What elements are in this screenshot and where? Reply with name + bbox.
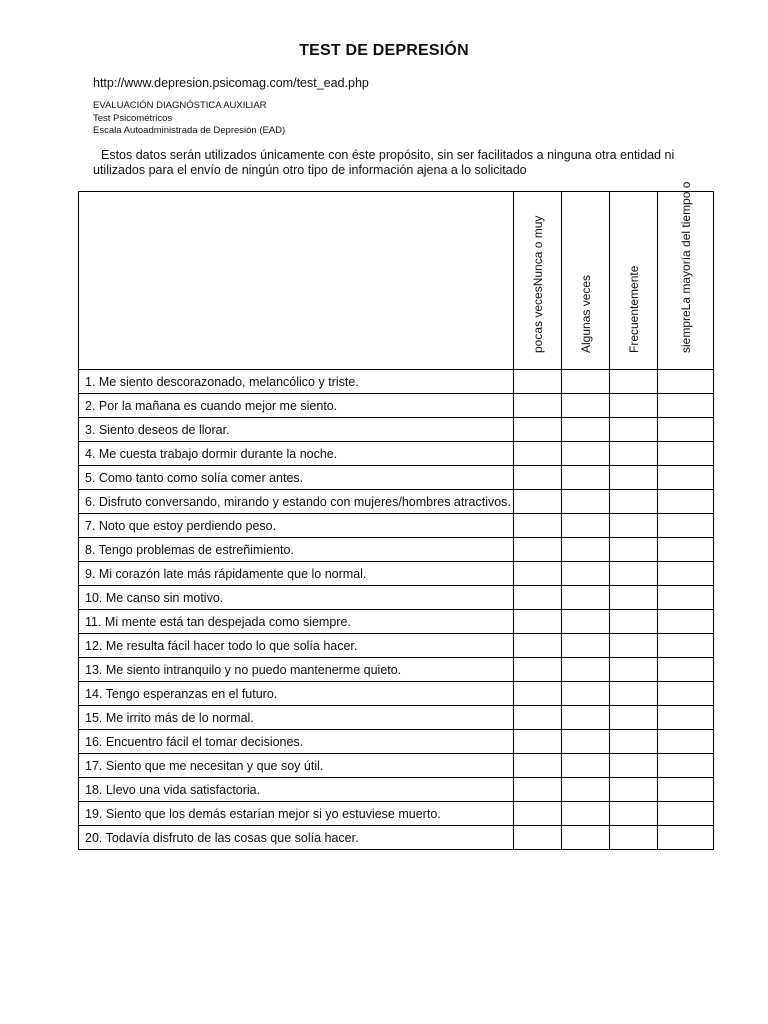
answer-cell[interactable]	[610, 682, 658, 706]
answer-cell[interactable]	[514, 394, 562, 418]
intro-text: Estos datos serán utilizados únicamente con éste propósito, sin ser facilitados a ninguna otra entidad ni utilizados para el envío de ningún otro tipo de información ajena a lo solicitado	[93, 148, 675, 177]
answer-cell[interactable]	[514, 778, 562, 802]
answer-cell[interactable]	[610, 370, 658, 394]
answer-cell[interactable]	[610, 490, 658, 514]
table-row	[79, 802, 714, 826]
answer-cell[interactable]	[658, 802, 714, 826]
question-text: 2. Por la mañana es cuando mejor me siento.	[79, 394, 514, 418]
answer-cell[interactable]	[562, 706, 610, 730]
answer-cell[interactable]	[514, 514, 562, 538]
answer-cell[interactable]	[562, 610, 610, 634]
question-text: 8. Tengo problemas de estreñimiento.	[79, 538, 514, 562]
answer-cell[interactable]	[514, 562, 562, 586]
table-row	[79, 370, 714, 394]
answer-cell[interactable]	[562, 826, 610, 850]
answer-cell[interactable]	[658, 706, 714, 730]
answer-cell[interactable]	[514, 466, 562, 490]
answer-cell[interactable]	[514, 586, 562, 610]
question-text: 9. Mi corazón late más rápidamente que lo normal.	[79, 562, 514, 586]
table-row	[79, 586, 714, 610]
question-text: 11. Mi mente está tan despejada como siempre.	[79, 610, 514, 634]
table-row	[79, 466, 714, 490]
answer-cell[interactable]	[610, 562, 658, 586]
answer-cell[interactable]	[610, 538, 658, 562]
answer-cell[interactable]	[658, 682, 714, 706]
table-row	[79, 610, 714, 634]
answer-cell[interactable]	[562, 802, 610, 826]
answer-cell[interactable]	[562, 394, 610, 418]
option-label: Algunas veces	[578, 274, 593, 353]
answer-cell[interactable]	[514, 802, 562, 826]
answer-cell[interactable]	[562, 754, 610, 778]
answer-cell[interactable]	[610, 514, 658, 538]
meta-line-scale: Escala Autoadministrada de Depresión (EAD)	[93, 125, 286, 136]
table-row	[79, 442, 714, 466]
answer-cell[interactable]	[514, 682, 562, 706]
question-text: 7. Noto que estoy perdiendo peso.	[79, 514, 514, 538]
table-row	[79, 514, 714, 538]
table-row	[79, 394, 714, 418]
page-title: TEST DE DEPRESIÓN	[299, 42, 469, 59]
question-text: 3. Siento deseos de llorar.	[79, 418, 514, 442]
answer-cell[interactable]	[658, 610, 714, 634]
answer-cell[interactable]	[658, 562, 714, 586]
answer-cell[interactable]	[610, 778, 658, 802]
question-text: 15. Me irrito más de lo normal.	[79, 706, 514, 730]
meta-line-tests: Test Psicométricos	[93, 112, 173, 124]
questionnaire-table	[78, 181, 714, 850]
source-url: http://www.depresion.psicomag.com/test_ead.php	[93, 76, 369, 90]
answer-cell[interactable]	[610, 826, 658, 850]
answer-cell[interactable]	[658, 826, 714, 850]
option-header-frequently	[610, 192, 658, 370]
question-text: 12. Me resulta fácil hacer todo lo que solía hacer.	[79, 634, 514, 658]
answer-cell[interactable]	[562, 370, 610, 394]
answer-cell[interactable]	[514, 610, 562, 634]
table-row	[79, 490, 714, 514]
answer-cell[interactable]	[562, 562, 610, 586]
answer-cell[interactable]	[562, 466, 610, 490]
table-row	[79, 658, 714, 682]
answer-cell[interactable]	[610, 442, 658, 466]
answer-cell[interactable]	[658, 490, 714, 514]
answer-cell[interactable]	[610, 658, 658, 682]
answer-cell[interactable]	[514, 826, 562, 850]
answer-cell[interactable]	[610, 610, 658, 634]
question-text: 19. Siento que los demás estarían mejor si yo estuviese muerto.	[79, 802, 514, 826]
meta-line-evaluation: EVALUACIÓN DIAGNÓSTICA AUXILIAR	[93, 100, 267, 111]
answer-cell[interactable]	[562, 490, 610, 514]
question-text: 16. Encuentro fácil el tomar decisiones.	[79, 730, 514, 754]
question-text: 6. Disfruto conversando, mirando y estando con mujeres/hombres atractivos.	[79, 490, 514, 514]
option-header-sometimes	[562, 192, 610, 370]
answer-cell[interactable]	[658, 754, 714, 778]
answer-cell[interactable]	[658, 778, 714, 802]
answer-cell[interactable]	[514, 730, 562, 754]
option-label: siempreLa mayoría del tiempo o	[678, 181, 693, 353]
question-text: 1. Me siento descorazonado, melancólico y triste.	[79, 370, 514, 394]
option-label: pocas vecesNunca o muy	[530, 215, 545, 353]
intro-paragraph	[93, 148, 703, 178]
table-header-row	[79, 192, 714, 370]
answer-cell[interactable]	[658, 586, 714, 610]
answer-cell[interactable]	[562, 634, 610, 658]
answer-cell[interactable]	[562, 418, 610, 442]
question-text: 14. Tengo esperanzas en el futuro.	[79, 682, 514, 706]
answer-cell[interactable]	[514, 442, 562, 466]
answer-cell[interactable]	[610, 802, 658, 826]
question-text: 4. Me cuesta trabajo dormir durante la noche.	[79, 442, 514, 466]
answer-cell[interactable]	[658, 634, 714, 658]
table-row	[79, 706, 714, 730]
table-row	[79, 730, 714, 754]
answer-cell[interactable]	[658, 418, 714, 442]
answer-cell[interactable]	[658, 658, 714, 682]
answer-cell[interactable]	[610, 634, 658, 658]
answer-cell[interactable]	[562, 538, 610, 562]
table-row	[79, 418, 714, 442]
answer-cell[interactable]	[658, 730, 714, 754]
answer-cell[interactable]	[658, 442, 714, 466]
answer-cell[interactable]	[658, 370, 714, 394]
answer-cell[interactable]	[562, 730, 610, 754]
question-text: 20. Todavía disfruto de las cosas que solía hacer.	[79, 826, 514, 850]
answer-cell[interactable]	[514, 538, 562, 562]
answer-cell[interactable]	[610, 394, 658, 418]
document-meta	[93, 100, 285, 138]
answer-cell[interactable]	[562, 586, 610, 610]
answer-cell[interactable]	[610, 754, 658, 778]
answer-cell[interactable]	[610, 466, 658, 490]
answer-cell[interactable]	[514, 490, 562, 514]
answer-cell[interactable]	[562, 514, 610, 538]
question-text: 18. Llevo una vida satisfactoria.	[79, 778, 514, 802]
answer-cell[interactable]	[658, 514, 714, 538]
answer-cell[interactable]	[514, 658, 562, 682]
questionnaire-body	[79, 370, 714, 850]
header-blank-cell	[79, 192, 514, 370]
table-row	[79, 826, 714, 850]
table-row	[79, 538, 714, 562]
question-text: 5. Como tanto como solía comer antes.	[79, 466, 514, 490]
answer-cell[interactable]	[514, 370, 562, 394]
answer-cell[interactable]	[658, 466, 714, 490]
question-text: 10. Me canso sin motivo.	[79, 586, 514, 610]
answer-cell[interactable]	[514, 634, 562, 658]
answer-cell[interactable]	[562, 682, 610, 706]
option-label: Frecuentemente	[626, 265, 641, 353]
question-text: 13. Me siento intranquilo y no puedo mantenerme quieto.	[79, 658, 514, 682]
table-row	[79, 778, 714, 802]
answer-cell[interactable]	[610, 418, 658, 442]
answer-cell[interactable]	[658, 538, 714, 562]
answer-cell[interactable]	[610, 706, 658, 730]
table-row	[79, 754, 714, 778]
table-row	[79, 634, 714, 658]
table-row	[79, 562, 714, 586]
answer-cell[interactable]	[514, 754, 562, 778]
answer-cell[interactable]	[562, 658, 610, 682]
option-header-rarely	[514, 192, 562, 370]
answer-cell[interactable]	[610, 586, 658, 610]
answer-cell[interactable]	[514, 418, 562, 442]
answer-cell[interactable]	[562, 778, 610, 802]
answer-cell[interactable]	[562, 442, 610, 466]
answer-cell[interactable]	[514, 706, 562, 730]
answer-cell[interactable]	[610, 730, 658, 754]
table-row	[79, 682, 714, 706]
option-header-always	[658, 181, 714, 370]
question-text: 17. Siento que me necesitan y que soy útil.	[79, 754, 514, 778]
answer-cell[interactable]	[658, 394, 714, 418]
